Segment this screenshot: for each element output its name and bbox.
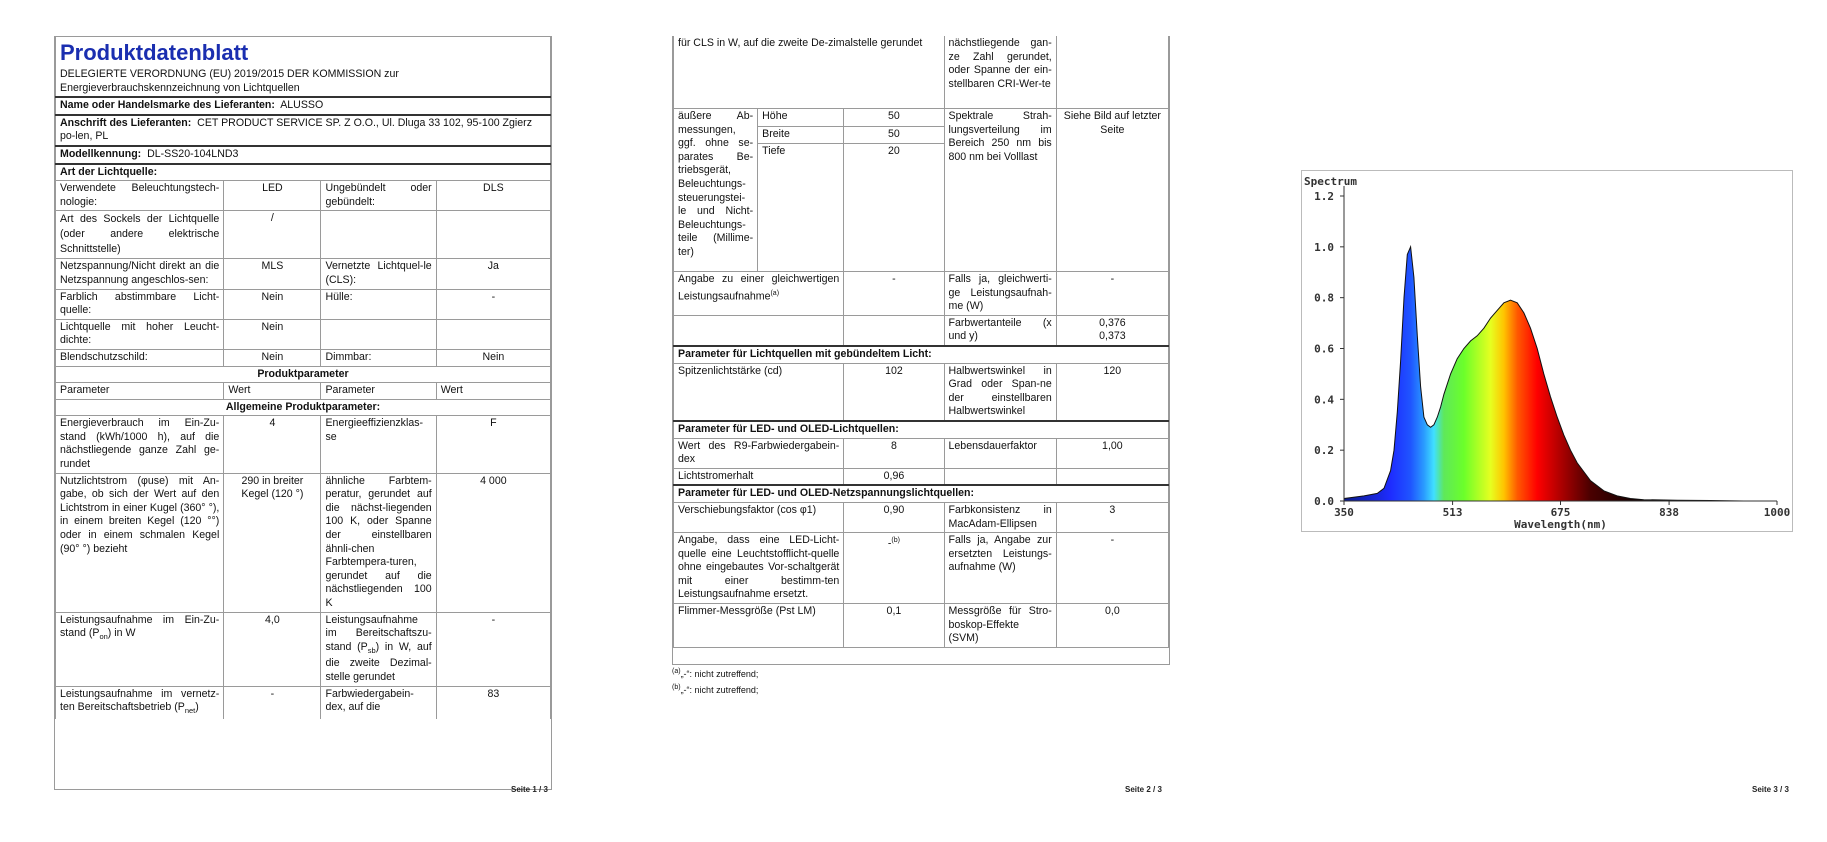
cell-label: Farblich abstimmbare Licht-quelle: [56,289,224,319]
cell-value: 4 [224,416,321,473]
cell-label: Falls ja, Angabe zur ersetzten Leistungs-aufnahme (W) [944,533,1056,604]
y-tick-label: 1.2 [1314,190,1334,203]
cell-value: 0,96 [844,468,944,485]
address-label: Anschrift des Lieferanten: [60,116,192,129]
cell-value: 83 [436,686,550,719]
cell-value: 4,0 [224,612,321,686]
cell-value: Nein [224,349,321,366]
cell-empty [1056,36,1168,109]
cell-label: Farbwiedergabein-dex, auf die [321,686,436,719]
datasheet-page-2 [672,36,1170,665]
cell-value: - [1056,272,1168,316]
table-row [56,612,551,686]
y-tick-label: 0.2 [1314,444,1334,458]
section-heading: Produktparameter [56,366,551,383]
cell-label: Hülle: [321,289,436,319]
footnote-text: „-“: nicht zutreffend; [680,669,759,679]
footnote-mark: (a) [672,668,681,675]
cell-value: 4 000 [436,473,550,612]
document-title: Produktdatenblatt [60,40,249,65]
supplier-value: ALUSSO [280,99,324,112]
datasheet-table-2 [673,36,1169,648]
value-text: - [887,537,892,550]
chromaticity-y: 0,373 [1099,330,1126,343]
footnote-a [672,668,758,679]
cell-value: 3 [1056,502,1168,532]
cell-value: F [436,416,550,473]
label-part: ) [195,701,199,714]
footnote-text: „-“: nicht zutreffend; [680,685,759,695]
table-row [56,416,551,473]
cell-empty [1056,468,1168,485]
table-row [674,315,1169,346]
cell-label: Blendschutzschild: [56,349,224,366]
label-part: ) in W, auf die zweite Dezimal-stelle gerundet [325,640,432,684]
table-row [56,473,551,612]
dimension-value: 50 [844,109,944,127]
x-tick-label: 1000 [1763,506,1791,519]
cell-value: - [224,686,321,719]
address-value: CET PRODUCT SERVICE SP. Z O.O., Ul. Dluga 33 102, 95-100 Zgierz po-len, PL [60,116,532,143]
table-row [674,109,1169,127]
page-number: Seite 2 / 3 [1125,785,1162,794]
y-tick-label: 0.8 [1314,291,1334,305]
cell-label: Spitzenlichtstärke (cd) [674,363,844,421]
cell-value: DLS [436,181,550,211]
cell-label: Farbwertanteile (x und y) [944,315,1056,346]
cell-label: Lichtstromerhalt [674,468,844,485]
cell-value: 102 [844,363,944,421]
table-row [56,211,551,259]
table-row [674,468,1169,485]
supplier-label: Name oder Handelsmarke des Lieferanten: [60,99,275,112]
cell-value: - [436,289,550,319]
cell-label: Messgröße für Stro-boskop-Effekte (SVM) [944,604,1056,648]
cell-label: äußere Ab-messungen, ggf. ohne se-parates Be-triebsgerät, Beleuchtungs-steuerungstei-le und Nicht-Beleuchtungs-teile (Millime-ter) [674,109,758,272]
table-row [56,349,551,366]
x-tick-label: 350 [1334,506,1354,519]
x-tick-label: 513 [1442,506,1463,519]
label-subscript: sb [367,645,376,655]
cell-label [56,612,224,686]
table-row [674,533,1169,604]
model-value: DL-SS20-104LND3 [147,147,239,160]
model-row [56,146,551,164]
spectrum-area [1344,247,1777,501]
datasheet-table-1 [55,37,551,719]
cell-label: Netzspannung/Nicht direkt an die Netzspannung angeschlos-sen: [56,259,224,289]
section-heading: Parameter für LED- und OLED-Netzspannungslichtquellen: [674,485,1169,502]
table-header-row [56,383,551,400]
page-2 [620,0,1240,842]
cell-value: 0,1 [844,604,944,648]
cell-value: LED [224,181,321,211]
table-row [56,686,551,719]
cell-label: Ungebündelt oder gebündelt: [321,181,436,211]
y-tick-label: 1.0 [1314,240,1334,254]
cell-label: Flimmer-Messgröße (Pst LM) [674,604,844,648]
footnote-marker: (a) [770,289,780,297]
cell-label: Vernetzte Lichtquel-le (CLS): [321,259,436,289]
label-part: Leistungsaufnahme im Bereitschaftszu-stand (P [325,613,432,653]
x-tick-label: 675 [1550,506,1571,519]
y-tick-label: 0.6 [1314,342,1334,356]
cell-label: Dimmbar: [321,349,436,366]
cell-label [321,612,436,686]
spectrum-chart-frame [1301,170,1793,532]
cell-empty [321,211,436,259]
cell-label: Wert des R9-Farbwiedergabein-dex [674,438,844,468]
cell-value: - [436,612,550,686]
model-label: Modellkennung: [60,147,142,160]
section-heading: Allgemeine Produktparameter: [56,399,551,416]
cell-label: Spektrale Strah-lungsverteilung im Bereich 250 nm bis 800 nm bei Volllast [944,109,1056,272]
cell-value: MLS [224,259,321,289]
label-part: Leistungsaufnahme im Ein-Zu-stand (P [60,613,220,640]
cell-value: Nein [224,289,321,319]
column-header: Wert [224,383,321,400]
table-row [674,604,1169,648]
cell-label [56,686,224,719]
cell-value: Ja [436,259,550,289]
table-row [56,181,551,211]
cell-label: Halbwertswinkel in Grad oder Span-ne der einstellbaren Halbwertswinkel [944,363,1056,421]
cell-value: / [224,211,321,259]
cell-value: 0,90 [844,502,944,532]
cell-value: 120 [1056,363,1168,421]
y-tick-label: 0.0 [1314,495,1334,508]
cell-label: Energieverbrauch im Ein-Zu-stand (kWh/1000 h), auf die nächstliegende ganze Zahl ge-rundet [56,416,224,473]
label-subscript: net [184,706,196,716]
table-row [674,36,1169,109]
cell-label: Art des Sockels der Lichtquelle (oder andere elektrische Schnittstelle) [56,211,224,259]
table-row [56,319,551,349]
cell-label: Energieeffizienzklas-se [321,416,436,473]
column-header: Wert [436,383,550,400]
column-header: Parameter [56,383,224,400]
label-subscript: on [99,632,108,642]
y-tick-label: 0.4 [1314,393,1334,407]
cell-empty [436,211,550,259]
datasheet-page-1 [54,36,552,790]
dimension-label: Höhe [758,109,844,127]
table-row [674,272,1169,316]
cell-value [844,533,944,604]
dimension-value: 20 [844,144,944,272]
cell-label: Lebensdauerfaktor [944,438,1056,468]
cell-label: Verwendete Beleuchtungstech-nologie: [56,181,224,211]
cell-label: Farbkonsistenz in MacAdam-Ellipsen [944,502,1056,532]
footnote-mark: (b) [672,684,681,691]
chromaticity-x: 0,376 [1099,316,1126,329]
page-number: Seite 3 / 3 [1752,785,1789,794]
label-part: ) in W [107,627,136,640]
cell-label: nächstliegende gan-ze Zahl gerundet, oder Spanne der ein-stellbaren CRI-Wer-te [944,36,1056,109]
label-part: Angabe zu einer gleichwertigen Leistungsaufnahme [678,273,840,303]
dimension-label: Tiefe [758,144,844,272]
cell-value [1056,315,1168,346]
cell-label: ähnliche Farbtem-peratur, gerundet auf die nächst-liegenden 100 K, oder Spanne der einstellbaren ähnli-chen Farbtempera-turen, gerundet auf die nächstliegenden 100 K [321,473,436,612]
cell-value: - [1056,533,1168,604]
footnote-b [672,684,758,695]
address-row [56,115,551,146]
footnote-marker: (b) [891,537,900,545]
dimension-value: 50 [844,126,944,144]
cell-value: 0,0 [1056,604,1168,648]
section-heading: Parameter für Lichtquellen mit gebündeltem Licht: [674,346,1169,363]
cell-value: 1,00 [1056,438,1168,468]
spectrum-chart [1302,171,1792,531]
cell-label: Angabe, dass eine LED-Licht-quelle eine Leuchtstofflicht-quelle ohne eingebautes Vor-schaltgerät mit einer bestimm-ten Leistungsaufnahme ersetzt. [674,533,844,604]
cell-label: Verschiebungsfaktor (cos φ1) [674,502,844,532]
label-part: Leistungsaufnahme im vernetz-ten Bereitschaftsbetrieb (P [60,687,220,714]
cell-label: Falls ja, gleichwerti-ge Leistungsaufnah-me (W) [944,272,1056,316]
cell-empty [321,319,436,349]
cell-empty [436,319,550,349]
cell-value: Nein [224,319,321,349]
section-heading: Parameter für LED- und OLED-Lichtquellen: [674,421,1169,438]
cell-value: 8 [844,438,944,468]
cell-value: Siehe Bild auf letzter Seite [1056,109,1168,272]
regulation-text: DELEGIERTE VERORDNUNG (EU) 2019/2015 DER KOMMISSION zur Energieverbrauchskennzeichnung von Lichtquellen [56,67,551,97]
table-row [56,259,551,289]
table-row [674,363,1169,421]
cell-empty [944,468,1056,485]
light-source-type-heading: Art der Lichtquelle: [56,164,551,181]
cell-value: - [844,272,944,316]
x-axis-label: Wavelength(nm) [1514,518,1607,531]
dimension-label: Breite [758,126,844,144]
cell-label [674,272,844,316]
column-header: Parameter [321,383,436,400]
cell-value: Nein [436,349,550,366]
table-row [674,438,1169,468]
table-row [56,289,551,319]
cell-label: für CLS in W, auf die zweite De-zimalstelle gerundet [674,36,945,109]
cell-empty [674,315,844,346]
supplier-row [56,97,551,115]
page-number: Seite 1 / 3 [511,785,548,794]
cell-label: Lichtquelle mit hoher Leucht-dichte: [56,319,224,349]
cell-empty [844,315,944,346]
cell-value: 290 in breiter Kegel (120 °) [224,473,321,612]
cell-label: Nutzlichtstrom (φuse) mit An-gabe, ob sich der Wert auf den Lichtstrom in einer Kugel (360° °), in einem breiten Kegel (120 °°) oder in einem schmalen Kegel (90° °) bezieht [56,473,224,612]
page-1 [0,0,620,842]
x-tick-label: 838 [1659,506,1680,519]
chart-title: Spectrum [1304,175,1357,188]
table-row [674,502,1169,532]
